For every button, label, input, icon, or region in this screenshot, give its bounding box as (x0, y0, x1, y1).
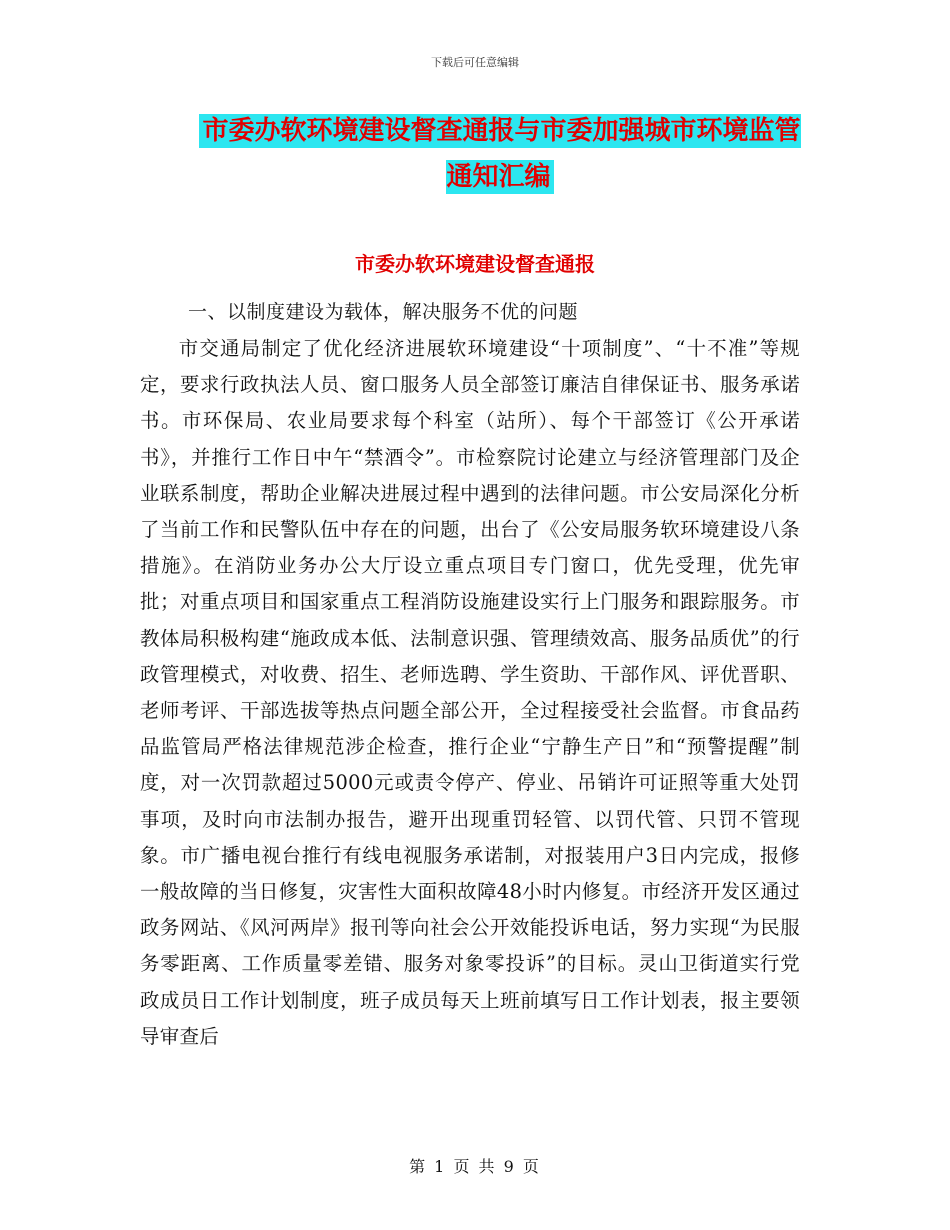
page-header-note: 下载后可任意编辑 (431, 56, 519, 69)
section-heading-1: 一、以制度建设为载体，解决服务不优的问题 (188, 301, 579, 323)
body-paragraph: 市交通局制定了优化经济进展软环境建设“十项制度”、“十不准”等规定，要求行政执法人员、窗口服务人员全部签订廉洁自律保证书、服务承诺书。市环保局、农业局要求每个科室（站所）、每个干部签订《公开承诺书》，并推行工作日中午“禁酒令”。市检察院讨论建立与经济管理部门及企业联系制度，帮助企业解决进展过程中遇到的法律问题。市公安局深化分析了当前工作和民警队伍中存在的问题，出台了《公安局服务软环境建设八条措施》。在消防业务办公大厅设立重点项目专门窗口，优先受理，优先审批；对重点项目和国家重点工程消防设施建设实行上门服务和跟踪服务。市教体局积极构建“施政成本低、法制意识强、管理绩效高、服务品质优”的行政管理模式，对收费、招生、老师选聘、学生资助、干部作风、评优晋职、老师考评、干部选拔等热点问题全部公开，全过程接受社会监督。市食品药品监管局严格法律规范涉企检查，推行企业“宁静生产日”和“预警提醒”制度，对一次罚款超过5000元或责令停产、停业、吊销许可证照等重大处罚事项，及时向市法制办报告，避开出现重罚轻管、以罚代管、只罚不管现象。市广播电视台推行有线电视服务承诺制，对报装用户3日内完成，报修一般故障的当日修复，灾害性大面积故障48小时内修复。市经济开发区通过政务网站、《风河两岸》报刊等向社会公开效能投诉电话，努力实现“为民服务零距离、工作质量零差错、服务对象零投诉”的目标。灵山卫街道实行党政成员日工作计划制度，班子成员每天上班前填写日工作计划表，报主要领导审查后 (140, 337, 800, 1048)
document-title-text: 市委办软环境建设督查通报与市委加强城市环境监管通知汇编 (199, 114, 800, 194)
section-title: 市委办软环境建设督查通报 (355, 252, 595, 276)
document-title (190, 108, 810, 200)
page-footer: 第 1 页 共 9 页 (409, 1157, 541, 1176)
